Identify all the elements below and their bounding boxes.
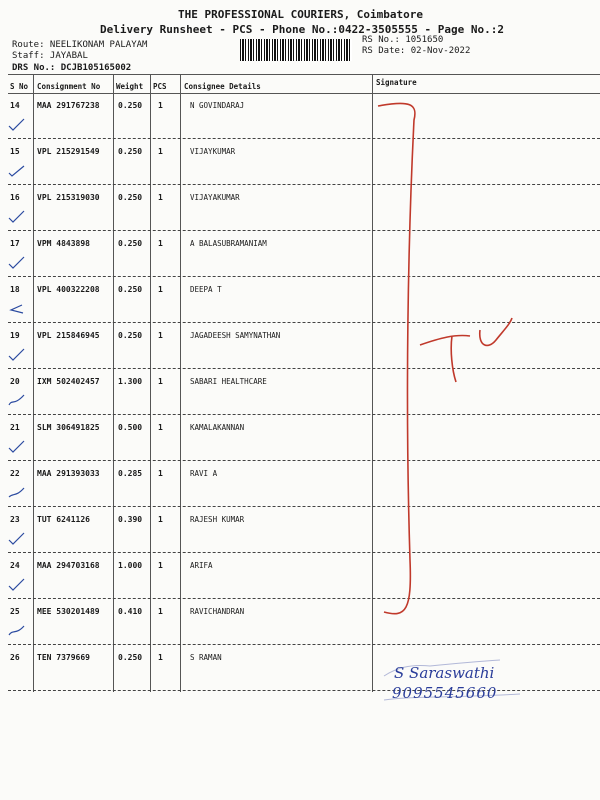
row-separator <box>8 506 600 507</box>
row-consignment: VPL 215846945 <box>37 331 100 340</box>
row-sno: 15 <box>10 147 20 156</box>
signature-name: S Saraswathi <box>394 664 495 682</box>
row-separator <box>8 138 600 139</box>
row-consignee: DEEPA T <box>190 285 222 294</box>
row-pcs: 1 <box>158 193 163 202</box>
table-row <box>0 147 600 193</box>
row-weight: 0.250 <box>118 147 143 156</box>
table-row <box>0 101 600 147</box>
row-sno: 20 <box>10 377 20 386</box>
row-consignment: SLM 306491825 <box>37 423 100 432</box>
row-sno: 24 <box>10 561 20 570</box>
row-consignment: TUT 6241126 <box>37 515 90 524</box>
row-consignment: MAA 291767238 <box>37 101 100 110</box>
checkmark-icon <box>8 163 26 177</box>
row-pcs: 1 <box>158 561 163 570</box>
row-pcs: 1 <box>158 469 163 478</box>
row-weight: 1.300 <box>118 377 143 386</box>
checkmark-icon <box>8 577 26 591</box>
table-row <box>0 377 600 423</box>
row-pcs: 1 <box>158 331 163 340</box>
table-row <box>0 285 600 331</box>
checkmark-icon <box>8 393 26 407</box>
row-weight: 0.285 <box>118 469 143 478</box>
row-sno: 18 <box>10 285 20 294</box>
row-consignment: MAA 294703168 <box>37 561 100 570</box>
row-pcs: 1 <box>158 101 163 110</box>
row-separator <box>8 552 600 553</box>
row-sno: 26 <box>10 653 20 662</box>
checkmark-icon <box>8 531 26 545</box>
row-consignment: IXM 502402457 <box>37 377 100 386</box>
row-consignment: TEN 7379669 <box>37 653 90 662</box>
row-consignment: MAA 291393033 <box>37 469 100 478</box>
drs-number: DRS No.: DCJB105165002 <box>12 63 132 73</box>
row-consignee: RAVI A <box>190 469 218 478</box>
col-sno: S No <box>10 82 29 91</box>
table-row <box>0 561 600 607</box>
row-consignment: VPL 215291549 <box>37 147 100 156</box>
route-label: Route: NEELIKONAM PALAYAM <box>12 40 148 50</box>
checkmark-icon <box>8 301 26 315</box>
row-sno: 21 <box>10 423 20 432</box>
row-consignee: RAVICHANDRAN <box>190 607 245 616</box>
row-consignee: JAGADEESH SAMYNATHAN <box>190 331 281 340</box>
row-weight: 0.410 <box>118 607 143 616</box>
row-separator <box>8 322 600 323</box>
table-row <box>0 607 600 653</box>
row-weight: 0.250 <box>118 193 143 202</box>
table-row <box>0 423 600 469</box>
row-consignee: KAMALAKANNAN <box>190 423 245 432</box>
row-pcs: 1 <box>158 285 163 294</box>
table-row <box>0 469 600 515</box>
row-consignment: MEE 530201489 <box>37 607 100 616</box>
rs-number: RS No.: 1051650 <box>362 35 444 45</box>
table-top-border <box>8 74 600 75</box>
row-sno: 25 <box>10 607 20 616</box>
barcode <box>240 39 352 61</box>
row-weight: 0.250 <box>118 239 143 248</box>
col-consignment: Consignment No <box>37 82 101 91</box>
table-row <box>0 193 600 239</box>
checkmark-icon <box>8 255 26 269</box>
row-pcs: 1 <box>158 515 163 524</box>
runsheet-title: Delivery Runsheet - PCS - Phone No.:0422-3505555 - Page No.:2 <box>100 23 504 36</box>
row-weight: 0.500 <box>118 423 143 432</box>
row-weight: 0.390 <box>118 515 143 524</box>
row-pcs: 1 <box>158 653 163 662</box>
row-consignment: VPM 4843898 <box>37 239 90 248</box>
col-weight: Weight <box>116 82 144 91</box>
checkmark-icon <box>8 623 26 637</box>
row-sno: 17 <box>10 239 20 248</box>
col-pcs: PCS <box>153 82 167 91</box>
row-consignee: N GOVINDARAJ <box>190 101 245 110</box>
row-weight: 0.250 <box>118 285 143 294</box>
checkmark-icon <box>8 209 26 223</box>
checkmark-icon <box>8 439 26 453</box>
row-sno: 16 <box>10 193 20 202</box>
row-pcs: 1 <box>158 239 163 248</box>
row-weight: 0.250 <box>118 331 143 340</box>
row-pcs: 1 <box>158 607 163 616</box>
checkmark-icon <box>8 485 26 499</box>
table-row <box>0 653 600 699</box>
staff-label: Staff: JAYABAL <box>12 51 88 61</box>
row-weight: 0.250 <box>118 653 143 662</box>
row-pcs: 1 <box>158 377 163 386</box>
header-bottom-border <box>8 93 600 94</box>
row-separator <box>8 230 600 231</box>
row-consignee: SABARI HEALTHCARE <box>190 377 267 386</box>
row-separator <box>8 460 600 461</box>
col-signature: Signature <box>376 78 417 87</box>
row-weight: 0.250 <box>118 101 143 110</box>
row-separator <box>8 414 600 415</box>
checkmark-icon <box>8 117 26 131</box>
row-pcs: 1 <box>158 423 163 432</box>
table-row <box>0 515 600 561</box>
row-separator <box>8 644 600 645</box>
row-consignment: VPL 400322208 <box>37 285 100 294</box>
row-consignee: RAJESH KUMAR <box>190 515 245 524</box>
row-separator <box>8 184 600 185</box>
rs-date: RS Date: 02-Nov-2022 <box>362 46 471 56</box>
row-pcs: 1 <box>158 147 163 156</box>
row-sno: 22 <box>10 469 20 478</box>
row-separator <box>8 598 600 599</box>
row-consignee: S RAMAN <box>190 653 222 662</box>
company-title: THE PROFESSIONAL COURIERS, Coimbatore <box>178 8 424 21</box>
signature-phone: 9095545660 <box>392 684 498 702</box>
row-weight: 1.000 <box>118 561 143 570</box>
row-separator <box>8 368 600 369</box>
col-consignee: Consignee Details <box>184 82 261 91</box>
row-separator <box>8 276 600 277</box>
checkmark-icon <box>8 347 26 361</box>
row-consignee: ARIFA <box>190 561 213 570</box>
row-consignment: VPL 215319030 <box>37 193 100 202</box>
row-sno: 19 <box>10 331 20 340</box>
row-sno: 23 <box>10 515 20 524</box>
table-row <box>0 239 600 285</box>
row-sno: 14 <box>10 101 20 110</box>
row-consignee: VIJAYAKUMAR <box>190 193 240 202</box>
table-row <box>0 331 600 377</box>
row-consignee: VIJAYKUMAR <box>190 147 236 156</box>
row-separator <box>8 690 600 691</box>
row-consignee: A BALASUBRAMANIAM <box>190 239 267 248</box>
